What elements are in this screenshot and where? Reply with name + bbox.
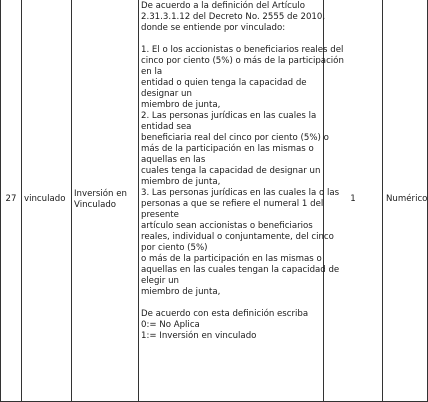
field-description-cell: Inversión en Vinculado [72, 0, 139, 402]
definition-line: De acuerdo a la definición del Artículo [141, 1, 305, 11]
table-row [1, 0, 428, 402]
field-type-cell: Numérico [383, 0, 428, 402]
definition-blank-line [141, 34, 321, 45]
definition-line: miembro de junta, [141, 287, 221, 297]
field-definition-cell [139, 0, 344, 402]
definition-line: presente [141, 210, 179, 220]
definition-line: miembro de junta, [141, 100, 221, 110]
definition-line: más de la participación en las mismas o [141, 144, 314, 154]
definition-line: cuales tenga la capacidad de designar un [141, 166, 321, 176]
definition-line: 2.31.3.1.12 del Decreto No. 2555 de 2010, [141, 12, 326, 22]
definition-line: 2. Las personas jurídicas en las cuales la [141, 111, 317, 121]
definition-line: personas a que se refiere el numeral 1 del [141, 199, 324, 209]
definition-line: 1:= Inversión en vinculado [141, 331, 257, 341]
definition-line: 3. Las personas jurídicas en las cuales la o las [141, 188, 340, 198]
definition-line: aquellas en las [141, 155, 206, 165]
definition-line: entidad sea [141, 122, 192, 132]
definition-line: designar un [141, 89, 192, 99]
definition-line: o más de la participación en las mismas o [141, 254, 322, 264]
definition-line: elegir un [141, 276, 179, 286]
field-name-cell: vinculado [22, 0, 72, 402]
definition-line: reales, individual o conjuntamente, del cinco [141, 232, 334, 242]
definition-line: De acuerdo con esta definición escriba [141, 309, 309, 319]
definition-line: en la [141, 67, 163, 77]
definition-line: beneficiaria real del cinco por ciento (5%) o [141, 133, 329, 143]
field-number-cell: 27 [1, 0, 22, 402]
definition-line: donde se entiende por vinculado: [141, 23, 286, 33]
definition-line: cinco por ciento (5%) o más de la participación [141, 56, 344, 66]
definition-line: artículo sean accionistas o beneficiarios [141, 221, 313, 231]
field-length-cell: 1 [324, 0, 383, 402]
definition-blank-line [141, 298, 321, 309]
definition-line: por ciento (5%) [141, 243, 208, 253]
definition-line: 0:= No Aplica [141, 320, 200, 330]
definition-line: 1. El o los accionistas o beneficiarios reales del [141, 45, 344, 55]
definition-line: miembro de junta, [141, 177, 221, 187]
definition-line: aquellas en las cuales tengan la capacidad de [141, 265, 340, 275]
definition-text [141, 1, 344, 342]
definition-line: entidad o quien tenga la capacidad de [141, 78, 307, 88]
